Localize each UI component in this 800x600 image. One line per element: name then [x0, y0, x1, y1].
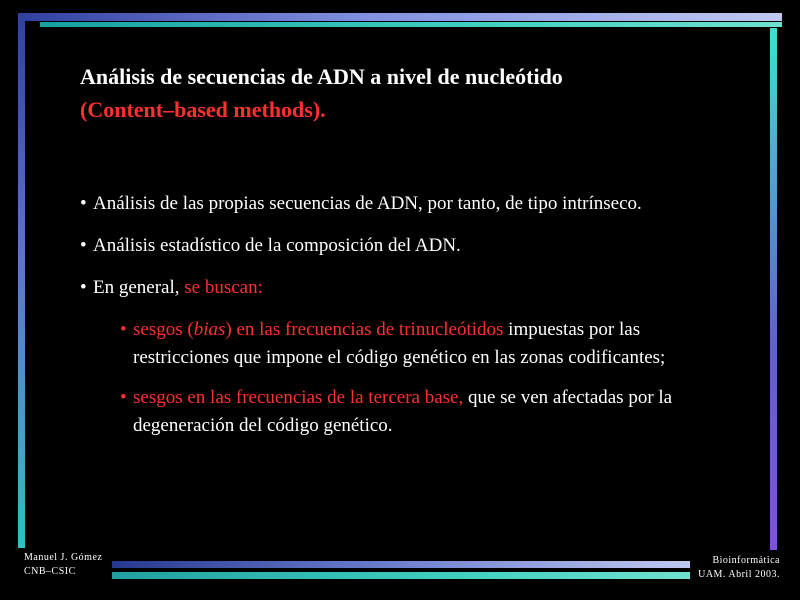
left-decorative-bar — [18, 13, 25, 548]
bullet-text: Análisis estadístico de la composición del ADN. — [93, 235, 461, 256]
bullet-text-highlight: se buscan: — [184, 277, 263, 298]
top-decorative-bar — [18, 13, 782, 21]
bullet-dot: • — [80, 193, 87, 214]
sub-bullet-highlight: sesgos en las frecuencias de la tercera base, — [133, 387, 464, 408]
footer-author-name: Manuel J. Gómez — [24, 552, 103, 563]
slide-title — [80, 60, 563, 126]
footer-course-name: Bioinformática — [712, 555, 780, 566]
sub-bullet-text: impuestas por las restricciones que impone el código genético en las zonas codificantes; — [133, 319, 666, 368]
sub-bullet-highlight-2: ) en las frecuencias de trinucleótidos — [225, 319, 504, 340]
bullet-text-plain: En general, — [93, 277, 185, 298]
footer-author — [24, 551, 102, 579]
bottom-decorative-bar — [112, 561, 690, 568]
title-line-1: Análisis de secuencias de ADN a nivel de nucleótido — [80, 64, 563, 89]
footer-author-org: CNB–CSIC — [24, 566, 76, 577]
bullet-item — [80, 274, 740, 302]
sub-bullet-dot: • — [120, 387, 127, 408]
footer-course — [698, 554, 780, 582]
bottom-decorative-bar-secondary — [112, 572, 690, 579]
bullet-dot: • — [80, 277, 87, 298]
title-line-2: (Content–based methods). — [80, 97, 326, 122]
sub-bullet-text: que se ven afectadas por la degeneración del código genético. — [133, 387, 673, 436]
sub-bullet-item — [120, 316, 740, 372]
bullet-dot: • — [80, 235, 87, 256]
bullet-text: Análisis de las propias secuencias de ADN, por tanto, de tipo intrínseco. — [93, 193, 642, 214]
bullet-item — [80, 190, 740, 218]
bullet-item — [80, 232, 740, 260]
sub-bullet-highlight: sesgos ( — [133, 319, 194, 340]
right-decorative-bar — [770, 28, 777, 550]
footer-course-date: UAM. Abril 2003. — [698, 569, 780, 580]
sub-bullet-italic: bias — [193, 319, 226, 340]
top-decorative-bar-secondary — [40, 22, 782, 27]
bullet-list — [80, 190, 740, 452]
sub-bullet-dot: • — [120, 319, 127, 340]
sub-bullet-item — [120, 384, 740, 440]
